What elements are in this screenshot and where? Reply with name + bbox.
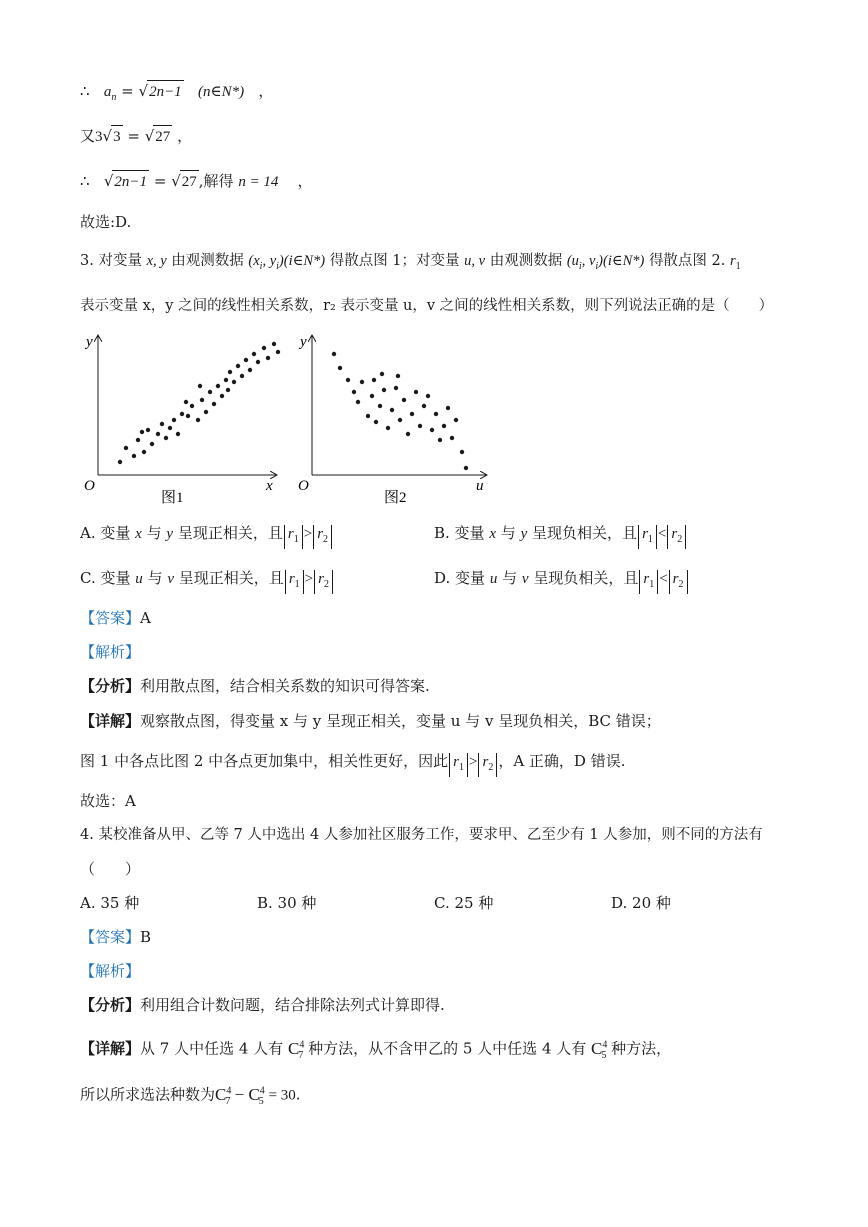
scatter-point: [446, 406, 450, 410]
formula-line-3: ∴ √2n−1 = √27 ,解得 n = 14 ，: [80, 170, 313, 193]
scatter-figure-2: [290, 330, 500, 510]
scatter-point: [332, 352, 336, 356]
text: 呈现正相关，且: [178, 569, 284, 587]
result: = 30: [268, 1087, 296, 1104]
scatter-point: [146, 428, 150, 432]
scatter-point: [418, 424, 422, 428]
var: y: [166, 526, 174, 542]
scatter-figure-1: [78, 330, 288, 510]
math: )(i∈N*): [598, 253, 645, 269]
q4-xiangjie-1: 【详解】从 7 人中任选 4 人有 $C^4_7$ 种方法，从不含甲乙的 5 人中任选 4 人有 $C^4_5$ 种方法，: [80, 1038, 672, 1062]
q3-stem-line-1: [80, 250, 741, 278]
scatter-point: [374, 420, 378, 424]
scatter-point: [216, 384, 220, 388]
scatter-point: [338, 366, 342, 370]
radicand: 3: [111, 125, 123, 148]
figure-2-caption: 图2: [384, 490, 407, 506]
scatter-point: [226, 388, 230, 392]
q3-choose: 故选：A: [80, 792, 136, 810]
var: x: [489, 526, 497, 542]
equals: =: [153, 172, 167, 190]
scatter-point: [454, 418, 458, 422]
scatter-point: [248, 368, 252, 372]
option-c: C. 变量 u 与 v 呈现正相关，且 $r_1 > r_2$: [80, 567, 334, 594]
scatter-point: [386, 426, 390, 430]
q4-xiangjie-2: 所以所求选法种数为$C^4_7 - C^4_5 = 30$.: [80, 1084, 301, 1108]
scatter-point: [450, 436, 454, 440]
relation: <: [659, 571, 668, 587]
text: 与: [147, 569, 163, 587]
text: 所以所求选法种数为: [80, 1085, 216, 1104]
therefore-symbol: ∴: [80, 172, 90, 190]
option-a: A. 变量 x 与 y 呈现正相关，且 $r_1 > r_2$: [80, 522, 333, 549]
text: ，A 正确，D 错误.: [498, 752, 626, 770]
scatter-point: [184, 400, 188, 404]
text: 呈现负相关，且: [533, 569, 639, 587]
scatter-point: [224, 378, 228, 382]
radicand: 2n−1: [112, 170, 149, 193]
y-axis-label: y: [300, 334, 307, 350]
scatter-point: [398, 418, 402, 422]
coef: 3: [95, 129, 103, 145]
relation: >: [304, 571, 314, 587]
q4-option-c: C. 25 种: [434, 894, 494, 912]
scatter-point: [176, 432, 180, 436]
q4-stem-line-2: （ ）: [80, 860, 141, 878]
q4-option-a: A. 35 种: [80, 894, 140, 912]
scatter-point: [168, 426, 172, 430]
subscript: n: [111, 92, 117, 103]
subscript: i: [259, 260, 263, 272]
option-b: B. 变量 x 与 y 呈现负相关，且 $r_1 < r_2$: [434, 522, 687, 549]
formula-line-1: ∴ $a_n = √2n-1$ (n∈N*) ，: [80, 82, 274, 103]
label: A. 变量: [80, 524, 131, 542]
fenxi-text: 利用组合计数问题，结合排除法列式计算即得.: [140, 996, 445, 1014]
scatter-point: [464, 466, 468, 470]
punct: ，: [258, 82, 274, 100]
label: C. 变量: [80, 569, 131, 587]
scatter-point: [262, 346, 266, 350]
text: 种方法，从不含甲乙的 5 人中任选 4 人有: [308, 1039, 587, 1058]
q3-stem-line-2: 表示变量 x，y 之间的线性相关系数，r₂ 表示变量 u，v 之间的线性相关系数，则下列说法正确的是（ ）: [80, 298, 774, 314]
math: , y: [262, 253, 277, 269]
scatter-point: [200, 398, 204, 402]
therefore-symbol: ∴: [80, 82, 90, 100]
xiangjie-tag: 【详解】: [80, 1039, 141, 1058]
text: 由观测数据: [171, 253, 244, 269]
scatter-point: [402, 398, 406, 402]
fenxi-tag: 【分析】: [80, 996, 141, 1014]
label: B. 变量: [434, 524, 485, 542]
q4-option-d: D. 20 种: [611, 894, 671, 912]
vars: u, v: [464, 253, 486, 269]
subscript: i: [578, 260, 582, 272]
scatter-point: [208, 390, 212, 394]
scatter-point: [366, 414, 370, 418]
q3-fenxi: [80, 675, 430, 697]
var: x: [135, 526, 142, 542]
choose-d: 故选:D.: [80, 213, 132, 231]
scatter-point: [160, 422, 164, 426]
math: , v: [581, 253, 596, 269]
scatter-point: [186, 414, 190, 418]
text: 呈现正相关，且: [177, 524, 283, 542]
scatter-point: [372, 378, 376, 382]
scatter-point: [422, 404, 426, 408]
math: (x: [248, 253, 260, 269]
scatter-point: [240, 374, 244, 378]
y-axis-label: y: [86, 334, 93, 350]
vars: x, y: [146, 253, 167, 269]
fenxi-text: 利用散点图，结合相关系数的知识可得答案.: [140, 677, 430, 695]
scatter-point: [438, 438, 442, 442]
scatter-point: [132, 454, 136, 458]
punct: ，: [177, 127, 193, 145]
scatter-point: [370, 394, 374, 398]
figure-1-caption: 图1: [161, 490, 184, 506]
q3-xiangjie-2: 图 1 中各点比图 2 中各点更加集中，相关性更好，因此 $r_1 > r_2$ ，A 正确，D 错误.: [80, 750, 626, 777]
xiangjie-tag: 【详解】: [80, 712, 141, 730]
scatter-point: [410, 412, 414, 416]
text: 种方法，: [611, 1039, 672, 1058]
scatter-point: [272, 342, 276, 346]
relation: >: [303, 526, 313, 542]
option-d: D. 变量 u 与 v 呈现负相关，且 $r_1 < r_2$: [434, 567, 689, 594]
scatter-point: [244, 358, 248, 362]
text: 从 7 人中任选 4 人有: [140, 1039, 284, 1058]
sequence-term: a: [103, 84, 112, 100]
text: 又: [80, 127, 96, 145]
scatter-point: [360, 380, 364, 384]
text: 与: [146, 524, 162, 542]
answer-value: B: [140, 928, 152, 946]
scatter-points-2: [332, 352, 468, 470]
text: 与: [502, 569, 518, 587]
scatter-point: [172, 418, 176, 422]
math: )(i∈N*): [278, 253, 326, 269]
scatter-point: [198, 384, 202, 388]
scatter-point: [396, 374, 400, 378]
scatter-point: [390, 408, 394, 412]
scatter-point: [252, 352, 256, 356]
scatter-point: [434, 412, 438, 416]
var: u: [489, 571, 498, 587]
xiangjie-text: 观察散点图，得变量 x 与 y 呈现正相关，变量 u 与 v 呈现负相关，BC 错误；: [140, 712, 661, 730]
radicand: 2n−1: [147, 80, 184, 103]
x-axis-label: x: [266, 478, 273, 494]
equals: =: [127, 127, 140, 145]
text: 呈现负相关，且: [532, 524, 638, 542]
var: v: [521, 571, 529, 587]
radicand: 27: [180, 170, 199, 193]
scatter-point: [212, 402, 216, 406]
origin-label: O: [298, 478, 309, 494]
scatter-point: [124, 446, 128, 450]
scatter-point: [426, 394, 430, 398]
math: r: [730, 253, 736, 269]
scatter-point: [442, 424, 446, 428]
scatter-point: [382, 388, 386, 392]
fenxi-tag: 【分析】: [80, 677, 141, 695]
scatter-point: [118, 460, 122, 464]
subscript: 1: [735, 260, 741, 272]
relation: <: [657, 526, 667, 542]
q4-stem-line-1: 4. 某校准备从甲、乙等 7 人中选出 4 人参加社区服务工作，要求甲、乙至少有 1 人参加，则不同的方法有: [80, 827, 763, 843]
equals: =: [121, 82, 134, 100]
scatter-point: [356, 400, 360, 404]
scatter-point: [204, 410, 208, 414]
scatter-point: [140, 430, 144, 434]
scatter-point: [190, 404, 194, 408]
text: 与: [500, 524, 516, 542]
scatter-point: [380, 372, 384, 376]
q3-answer: [80, 607, 151, 629]
scatter-point: [346, 378, 350, 382]
text: 得散点图 2.: [648, 253, 726, 269]
scatter-point: [414, 390, 418, 394]
text: ,解得: [198, 172, 234, 190]
q4-option-b: B. 30 种: [257, 894, 317, 912]
var: y: [520, 526, 528, 542]
scatter-point: [136, 438, 140, 442]
math: (u: [566, 253, 579, 269]
q4-fenxi: [80, 994, 445, 1016]
result: n = 14: [238, 174, 279, 190]
x-axis-label: u: [476, 478, 484, 494]
q3-analysis-tag: 【解析】: [80, 643, 141, 661]
scatter-points-1: [118, 342, 280, 464]
scatter-point: [276, 350, 280, 354]
scatter-point: [460, 450, 464, 454]
subscript: i: [595, 260, 599, 272]
scatter-point: [142, 450, 146, 454]
text: 图 1 中各点比图 2 中各点更加集中，相关性更好，因此: [80, 752, 449, 770]
punct: .: [295, 1085, 301, 1104]
formula-line-2: 又3√3 = √27 ，: [80, 125, 192, 148]
subscript: i: [276, 260, 279, 272]
var: v: [167, 571, 175, 587]
label: D. 变量: [434, 569, 486, 587]
scatter-point: [220, 394, 224, 398]
var: u: [135, 571, 143, 587]
scatter-point: [156, 432, 160, 436]
q4-answer: [80, 926, 151, 948]
answer-value: A: [140, 609, 151, 627]
text: 由观测数据: [489, 253, 563, 269]
scatter-point: [196, 418, 200, 422]
answer-tag: 【答案】: [80, 928, 141, 946]
scatter-point: [266, 356, 270, 360]
scatter-point: [406, 432, 410, 436]
text: 得散点图 1；对变量: [329, 253, 460, 269]
q3-xiangjie-1: [80, 710, 661, 732]
scatter-point: [256, 360, 260, 364]
scatter-point: [150, 442, 154, 446]
scatter-point: [180, 412, 184, 416]
scatter-point: [430, 428, 434, 432]
answer-tag: 【答案】: [80, 609, 141, 627]
q4-analysis-tag: 【解析】: [80, 962, 141, 980]
text: 3. 对变量: [80, 253, 142, 269]
scatter-point: [394, 386, 398, 390]
scatter-point: [232, 380, 236, 384]
domain-condition: (n∈N*): [198, 84, 245, 100]
radicand: 27: [153, 125, 172, 148]
scatter-point: [164, 436, 168, 440]
punct: ，: [297, 172, 313, 190]
scatter-point: [228, 370, 232, 374]
scatter-point: [378, 404, 382, 408]
scatter-point: [236, 364, 240, 368]
scatter-point: [352, 390, 356, 394]
origin-label: O: [84, 478, 95, 494]
